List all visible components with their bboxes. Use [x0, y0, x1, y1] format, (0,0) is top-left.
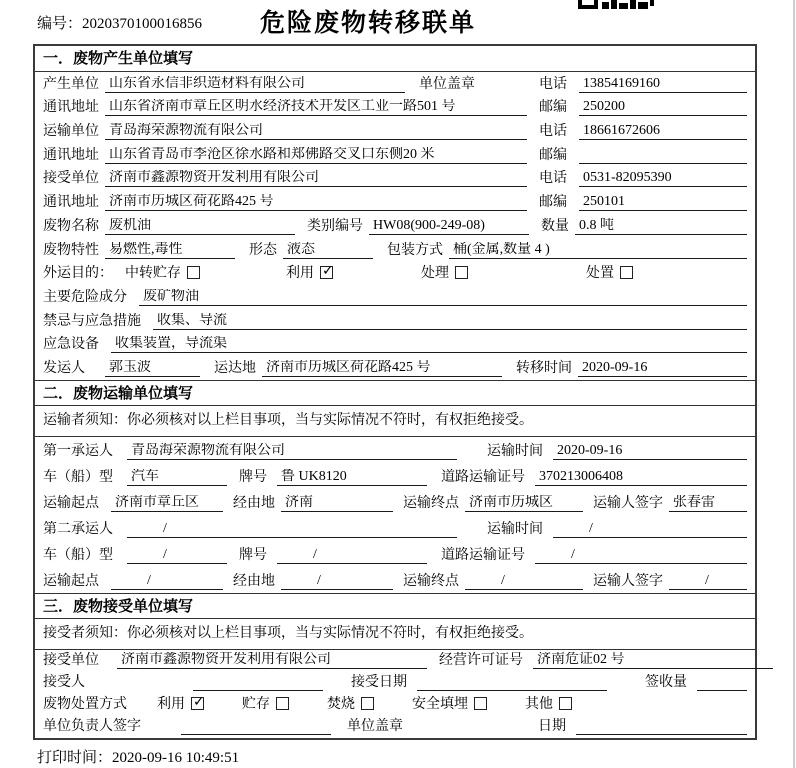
receive-unit-value: 济南市鑫源物资开发利用有限公司	[117, 652, 427, 669]
serial-label: 编号：	[37, 16, 83, 32]
road-license-label: 道路运输证号	[441, 469, 525, 485]
carrier-sign-label: 运输人签字	[593, 573, 663, 589]
origin-value: 济南市章丘区	[111, 495, 223, 512]
transport-time-label: 运输时间	[487, 521, 543, 537]
row-route-2	[35, 567, 755, 593]
print-time-line	[37, 746, 239, 767]
row-produce-unit	[35, 72, 755, 96]
row-second-carrier	[35, 515, 755, 541]
consignor-label: 发运人	[43, 360, 85, 376]
taboo-measures-value: 收集、导流	[153, 313, 747, 330]
phone-label: 电话	[539, 171, 567, 187]
endpoint-label: 运输终点	[403, 573, 459, 589]
disposal-method-label: 废物处置方式	[43, 696, 127, 712]
row-route-1	[35, 489, 755, 515]
row-waste-character	[35, 238, 755, 262]
permit-number-value: 济南危证02 号	[533, 652, 773, 669]
hazardous-waste-transfer-form	[33, 44, 757, 740]
category-code-label: 类别编号	[307, 218, 363, 234]
purpose-option-utilize	[286, 265, 333, 282]
quantity-label: 数量	[541, 218, 569, 234]
row-waste-name	[35, 214, 755, 238]
waste-character-value: 易燃性,毒性	[105, 242, 235, 259]
via-label: 经由地	[233, 495, 275, 511]
disposal-option-incinerate	[327, 696, 374, 713]
vehicle-type-value: /	[127, 547, 227, 564]
permit-number-label: 经营许可证号	[439, 652, 523, 668]
row-receive-unit	[35, 167, 755, 191]
option-label: 利用	[286, 266, 314, 282]
unit-seal-label: 单位盖章	[347, 718, 403, 734]
disposal-option-landfill	[412, 696, 487, 713]
row-emergency-equipment	[35, 333, 755, 357]
address-label: 通讯地址	[43, 147, 99, 163]
purpose-option-treat	[421, 265, 468, 282]
row-receive-unit	[35, 650, 755, 672]
plate-number-value: /	[277, 547, 427, 564]
vehicle-type-value: 汽车	[127, 469, 227, 486]
phone-label: 电话	[539, 124, 567, 140]
carrier-sign-label: 运输人签字	[593, 495, 663, 511]
transporter-notice: 运输者须知：你必须核对以上栏目事项，当与实际情况不符时，有权拒绝接受。	[35, 406, 755, 437]
transport-time-value: 2020-09-16	[553, 443, 747, 460]
receive-unit-value: 济南市鑫源物资开发利用有限公司	[105, 170, 527, 187]
emergency-equipment-label: 应急设备	[43, 337, 99, 353]
serial-value: 2020370100016856	[82, 16, 203, 32]
road-license-value: /	[535, 547, 747, 564]
disposal-option-storage	[242, 696, 289, 713]
origin-value: /	[111, 573, 223, 590]
date-label: 日期	[538, 718, 566, 734]
origin-label: 运输起点	[43, 573, 99, 589]
row-transfer-purpose	[35, 262, 755, 286]
disposal-option-utilize	[157, 696, 204, 713]
option-label: 处理	[421, 266, 449, 282]
quantity-value: 0.8 吨	[575, 218, 747, 235]
receiver-value	[193, 674, 323, 691]
origin-label: 运输起点	[43, 495, 99, 511]
zip-label: 邮编	[539, 100, 567, 116]
disposal-option-other	[525, 696, 572, 713]
row-vehicle-1	[35, 463, 755, 489]
receiver-label: 接受人	[43, 674, 85, 690]
road-license-value: 370213006408	[535, 469, 747, 486]
zip-value: 250101	[579, 194, 747, 211]
second-carrier-label: 第二承运人	[43, 521, 113, 537]
carrier-sign-value: 张春雷	[669, 495, 747, 512]
phone-value: 13854169160	[579, 76, 747, 93]
transfer-time-label: 转移时间	[516, 360, 572, 376]
waste-character-label: 废物特性	[43, 242, 99, 258]
row-transport-unit	[35, 119, 755, 143]
form-label: 形态	[249, 242, 277, 258]
vehicle-type-label: 车（船）型	[43, 547, 113, 563]
zip-value	[579, 147, 747, 164]
sign-quantity-value	[697, 674, 747, 691]
transport-time-value: /	[553, 521, 747, 538]
destination-value: 济南市历城区荷花路425 号	[262, 360, 502, 377]
zip-label: 邮编	[539, 195, 567, 211]
via-value: 济南	[281, 495, 393, 512]
disposal-utilize-checkbox	[191, 697, 204, 710]
main-hazard-value: 废矿物油	[139, 289, 747, 306]
package-value: 桶(金属,数量 4 )	[449, 242, 747, 259]
date-value	[576, 718, 747, 735]
print-time-label: 打印时间：	[37, 750, 113, 766]
plate-number-value: 鲁 UK8120	[277, 469, 427, 486]
endpoint-value: /	[465, 573, 583, 590]
purpose-treat-checkbox	[455, 266, 468, 279]
zip-label: 邮编	[539, 147, 567, 163]
first-carrier-label: 第一承运人	[43, 443, 113, 459]
endpoint-value: 济南市历城区	[465, 495, 583, 512]
option-label: 中转贮存	[125, 266, 181, 282]
waste-name-value: 废机油	[105, 218, 295, 235]
option-label: 贮存	[242, 696, 270, 712]
row-producer-address	[35, 96, 755, 120]
receive-date-label: 接受日期	[351, 674, 407, 690]
row-disposal-method	[35, 694, 755, 716]
row-main-hazard	[35, 285, 755, 309]
row-transporter-address	[35, 143, 755, 167]
receive-unit-label: 接受单位	[43, 171, 99, 187]
section2-title: 二．废物运输单位填写	[35, 380, 755, 406]
leader-signature-label: 单位负责人签字	[43, 718, 141, 734]
address-label: 通讯地址	[43, 100, 99, 116]
row-first-carrier	[35, 437, 755, 463]
section1-title: 一．废物产生单位填写	[35, 46, 755, 72]
plate-number-label: 牌号	[239, 547, 267, 563]
option-label: 其他	[525, 696, 553, 712]
category-code-value: HW08(900-249-08)	[369, 218, 529, 235]
unit-seal-label: 单位盖章	[419, 76, 475, 92]
option-label: 利用	[157, 696, 185, 712]
first-carrier-value: 青岛海荣源物流有限公司	[127, 443, 457, 460]
row-taboo-measures	[35, 309, 755, 333]
second-carrier-value: /	[127, 521, 457, 538]
transport-unit-value: 青岛海荣源物流有限公司	[105, 123, 527, 140]
row-vehicle-2	[35, 541, 755, 567]
main-hazard-label: 主要危险成分	[43, 289, 127, 305]
taboo-measures-label: 禁忌与应急措施	[43, 313, 141, 329]
row-receiver	[35, 672, 755, 694]
disposal-storage-checkbox	[276, 697, 289, 710]
package-label: 包装方式	[387, 242, 443, 258]
option-label: 安全填埋	[412, 696, 468, 712]
section-producer	[35, 46, 755, 380]
receive-date-value	[417, 674, 607, 691]
road-license-label: 道路运输证号	[441, 547, 525, 563]
section3-title: 三．废物接受单位填写	[35, 593, 755, 619]
zip-value: 250200	[579, 99, 747, 116]
section-receiver	[35, 593, 755, 738]
option-label: 焚烧	[327, 696, 355, 712]
address-value: 山东省青岛市李沧区徐水路和郑佛路交叉口东侧20 米	[105, 147, 527, 164]
row-consignor	[35, 356, 755, 380]
address-value: 山东省济南市章丘区明水经济技术开发区工业一路501 号	[105, 99, 527, 116]
phone-value: 18661672606	[579, 123, 747, 140]
endpoint-label: 运输终点	[403, 495, 459, 511]
vehicle-type-label: 车（船）型	[43, 469, 113, 485]
address-value: 济南市历城区荷花路425 号	[105, 194, 527, 211]
carrier-sign-value: /	[669, 573, 747, 590]
transfer-time-value: 2020-09-16	[578, 360, 747, 377]
option-label: 处置	[586, 266, 614, 282]
purpose-option-dispose	[586, 265, 633, 282]
disposal-other-checkbox	[559, 697, 572, 710]
section-transporter	[35, 380, 755, 593]
via-label: 经由地	[233, 573, 275, 589]
phone-value: 0531-82095390	[579, 170, 747, 187]
purpose-option-transfer-storage	[125, 265, 200, 282]
receiver-notice: 接受者须知：你必须核对以上栏目事项，当与实际情况不符时，有权拒绝接受。	[35, 619, 755, 650]
produce-unit-label: 产生单位	[43, 76, 99, 92]
produce-unit-value: 山东省永信非织造材料有限公司	[105, 76, 405, 93]
row-leader-signature	[35, 716, 755, 738]
emergency-equipment-value: 收集装置，导流渠	[111, 336, 747, 353]
disposal-landfill-checkbox	[474, 697, 487, 710]
form-value: 液态	[283, 242, 373, 259]
transport-time-label: 运输时间	[487, 443, 543, 459]
page-right-edge	[793, 0, 795, 768]
purpose-label: 外运目的：	[43, 266, 113, 282]
receive-unit-label: 接受单位	[43, 652, 99, 668]
waste-name-label: 废物名称	[43, 218, 99, 234]
phone-label: 电话	[539, 76, 567, 92]
row-receiver-address	[35, 190, 755, 214]
purpose-utilize-checkbox	[320, 266, 333, 279]
via-value: /	[281, 573, 393, 590]
plate-number-label: 牌号	[239, 469, 267, 485]
leader-signature-value	[181, 718, 331, 735]
purpose-transfer-storage-checkbox	[187, 266, 200, 279]
consignor-value: 郭玉波	[105, 360, 200, 377]
page-title: 危险废物转移联单	[259, 9, 476, 37]
transport-unit-label: 运输单位	[43, 124, 99, 140]
purpose-dispose-checkbox	[620, 266, 633, 279]
sign-quantity-label: 签收量	[645, 674, 687, 690]
disposal-incinerate-checkbox	[361, 697, 374, 710]
address-label: 通讯地址	[43, 195, 99, 211]
destination-label: 运达地	[214, 360, 256, 376]
print-time-value: 2020-09-16 10:49:51	[112, 750, 240, 766]
